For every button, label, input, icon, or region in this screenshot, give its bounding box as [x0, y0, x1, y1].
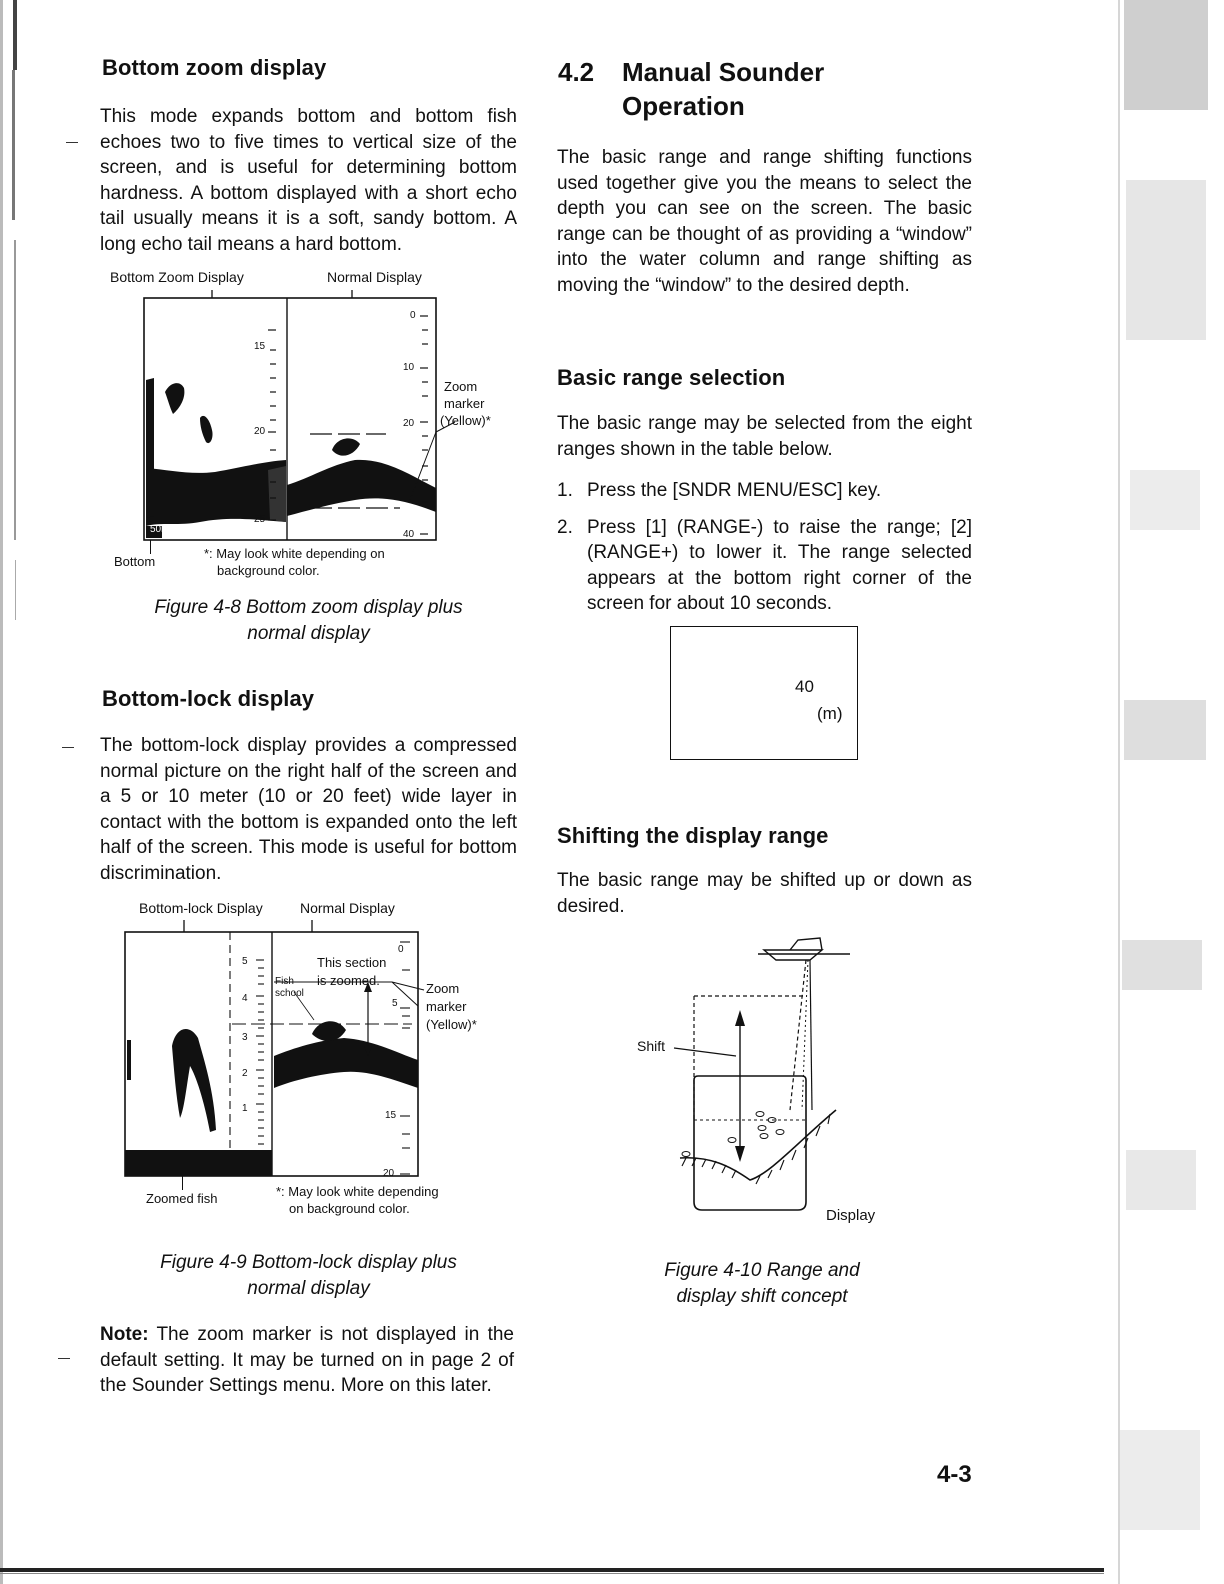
fig48-sounder-screen: [140, 290, 440, 540]
page-number: 4-3: [937, 1461, 972, 1488]
fig48-note-1: *: May look white depending on: [204, 546, 385, 561]
fig48-zoom-label-3: (Yellow)*: [440, 413, 491, 428]
step-1-number: 1.: [557, 480, 573, 501]
fig49-zoom-label-3: (Yellow)*: [426, 1017, 477, 1032]
fig49-scale-left-3: 3: [242, 1032, 248, 1043]
fig49-section-label-1: This section: [317, 955, 387, 970]
shifting-heading: Shifting the display range: [557, 823, 829, 848]
fig48-scale-right-20: 20: [403, 418, 415, 429]
step-1: [557, 478, 972, 504]
fig49-scale-left-2: 2: [242, 1068, 248, 1079]
fig48-zoom-label-1: Zoom: [444, 379, 478, 394]
fig49-scale-left-1: 1: [242, 1103, 248, 1114]
fig48-zoom-label-2: marker: [444, 396, 485, 411]
section-number: 4.2: [558, 57, 595, 87]
step-2: [557, 515, 972, 617]
fig49-caption-line-1: Figure 4-9 Bottom-lock display plus: [160, 1252, 457, 1273]
basic-range-steps: [557, 478, 972, 628]
fig49-section-label-2: is zoomed.: [317, 973, 380, 988]
fig49-note-1: *: May look white depending: [276, 1184, 439, 1199]
section-title: [558, 55, 824, 123]
margin-mark: [66, 142, 78, 143]
fig49-label-normal: Normal Display: [300, 900, 395, 916]
note-paragraph: [100, 1322, 514, 1399]
fig48-bottom-pointer: [150, 540, 151, 554]
bottom-lock-heading: Bottom-lock display: [102, 686, 315, 711]
fig49-fish-label-1: Fish: [275, 976, 294, 987]
range-value: 40: [795, 677, 814, 696]
fig48-scale-right-40: 40: [403, 529, 415, 540]
shift-label: Shift: [637, 1038, 666, 1054]
fig49-fish-label-2: school: [275, 988, 304, 999]
scan-right-edge: [1116, 0, 1220, 1584]
fig48-scale-right-0: 0: [410, 310, 416, 321]
fig410-caption-line-1: Figure 4-10 Range and: [664, 1260, 860, 1281]
fig48-scale-right-10: 10: [403, 362, 415, 373]
margin-mark: [58, 1358, 70, 1359]
fig49-zoomed-fish-pointer: [182, 1176, 183, 1190]
bottom-zoom-heading: Bottom zoom display: [102, 55, 327, 80]
fig49-scale-right-20: 20: [383, 1168, 395, 1179]
fig48-caption-line-2: normal display: [247, 623, 370, 644]
fig410-caption: [620, 1258, 904, 1310]
step-1-text: Press the [SNDR MENU/ESC] key.: [587, 480, 882, 501]
shifting-body: The basic range may be shifted up or down as desired.: [557, 870, 972, 917]
fig49-scale-left-5: 5: [242, 956, 248, 967]
fig49-scale-right-5: 5: [392, 998, 398, 1009]
scan-left-edge: [0, 0, 30, 1584]
scan-bottom-line: [0, 1564, 1104, 1584]
fig48-scale-left-25: 25: [254, 514, 266, 525]
section-intro: The basic range and range shifting functions used together give you the means to select the depth you can see on the screen. The basic range can be thought of as providing a “window” into the water column and range shifting as moving the “window” to the desired depth.: [557, 147, 972, 296]
bottom-lock-body: The bottom-lock display provides a compressed normal picture on the right half of the screen and a 5 or 10 meter (10 or 20 feet) wide layer in contact with the bottom is expanded onto the left half of the screen. This mode is useful for bottom discrimination.: [100, 735, 517, 884]
margin-mark: [62, 747, 74, 748]
fig49-zoom-label-2: marker: [426, 999, 467, 1014]
fig48-label-zoom: Bottom Zoom Display: [110, 269, 244, 285]
fig48-caption-line-1: Figure 4-8 Bottom zoom display plus: [154, 597, 463, 618]
fig48-label-normal: Normal Display: [327, 269, 422, 285]
range-unit: (m): [817, 704, 843, 723]
fig49-scale-right-15: 15: [385, 1110, 397, 1121]
note-label: Note:: [100, 1324, 149, 1345]
fig48-scale-left-15: 15: [254, 341, 266, 352]
step-2-number: 2.: [557, 516, 573, 538]
fig48-note-2: background color.: [217, 563, 320, 578]
fig48-bottom-label: Bottom: [114, 554, 156, 569]
fig49-note-2: on background color.: [289, 1201, 410, 1216]
fig49-caption: [100, 1250, 517, 1302]
basic-range-heading: Basic range selection: [557, 365, 786, 390]
fig49-zoom-label-1: Zoom: [426, 981, 460, 996]
fig49-scale-left-4: 4: [242, 993, 248, 1004]
range-display-box: [670, 626, 858, 760]
bottom-zoom-body: This mode expands bottom and bottom fish echoes two to five times to vertical size of the screen, and is useful for determining bottom hardness. A bottom displayed with a short echo tail usually means it is a soft, sandy bottom. A long echo tail means a hard bottom.: [100, 106, 517, 255]
fig49-zoomed-fish-label: Zoomed fish: [146, 1191, 218, 1206]
fig49-label-lock: Bottom-lock Display: [139, 900, 263, 916]
fig410-caption-line-2: display shift concept: [676, 1286, 848, 1307]
step-2-text: Press [1] (RANGE-) to raise the range; [2] (RANGE+) to lower it. The range selected appears at the bottom right corner of the screen for about 10 seconds.: [587, 516, 972, 615]
range-shift-diagram: [640, 930, 880, 1220]
fig48-scale-left-20: 20: [254, 426, 266, 437]
basic-range-body: The basic range may be selected from the eight ranges shown in the table below.: [557, 413, 972, 460]
fig48-caption: [100, 595, 517, 647]
fig48-range-tag: 50k: [150, 524, 167, 535]
section-title-line-2: Operation: [622, 91, 745, 121]
display-label: Display: [826, 1207, 876, 1224]
fig49-scale-right-0: 0: [398, 944, 404, 955]
note-text: The zoom marker is not displayed in the default setting. It may be turned on in page 2 of the Sounder Settings menu. More on this later.: [100, 1324, 514, 1397]
section-title-line-1: Manual Sounder: [622, 57, 825, 87]
fig49-caption-line-2: normal display: [247, 1278, 370, 1299]
